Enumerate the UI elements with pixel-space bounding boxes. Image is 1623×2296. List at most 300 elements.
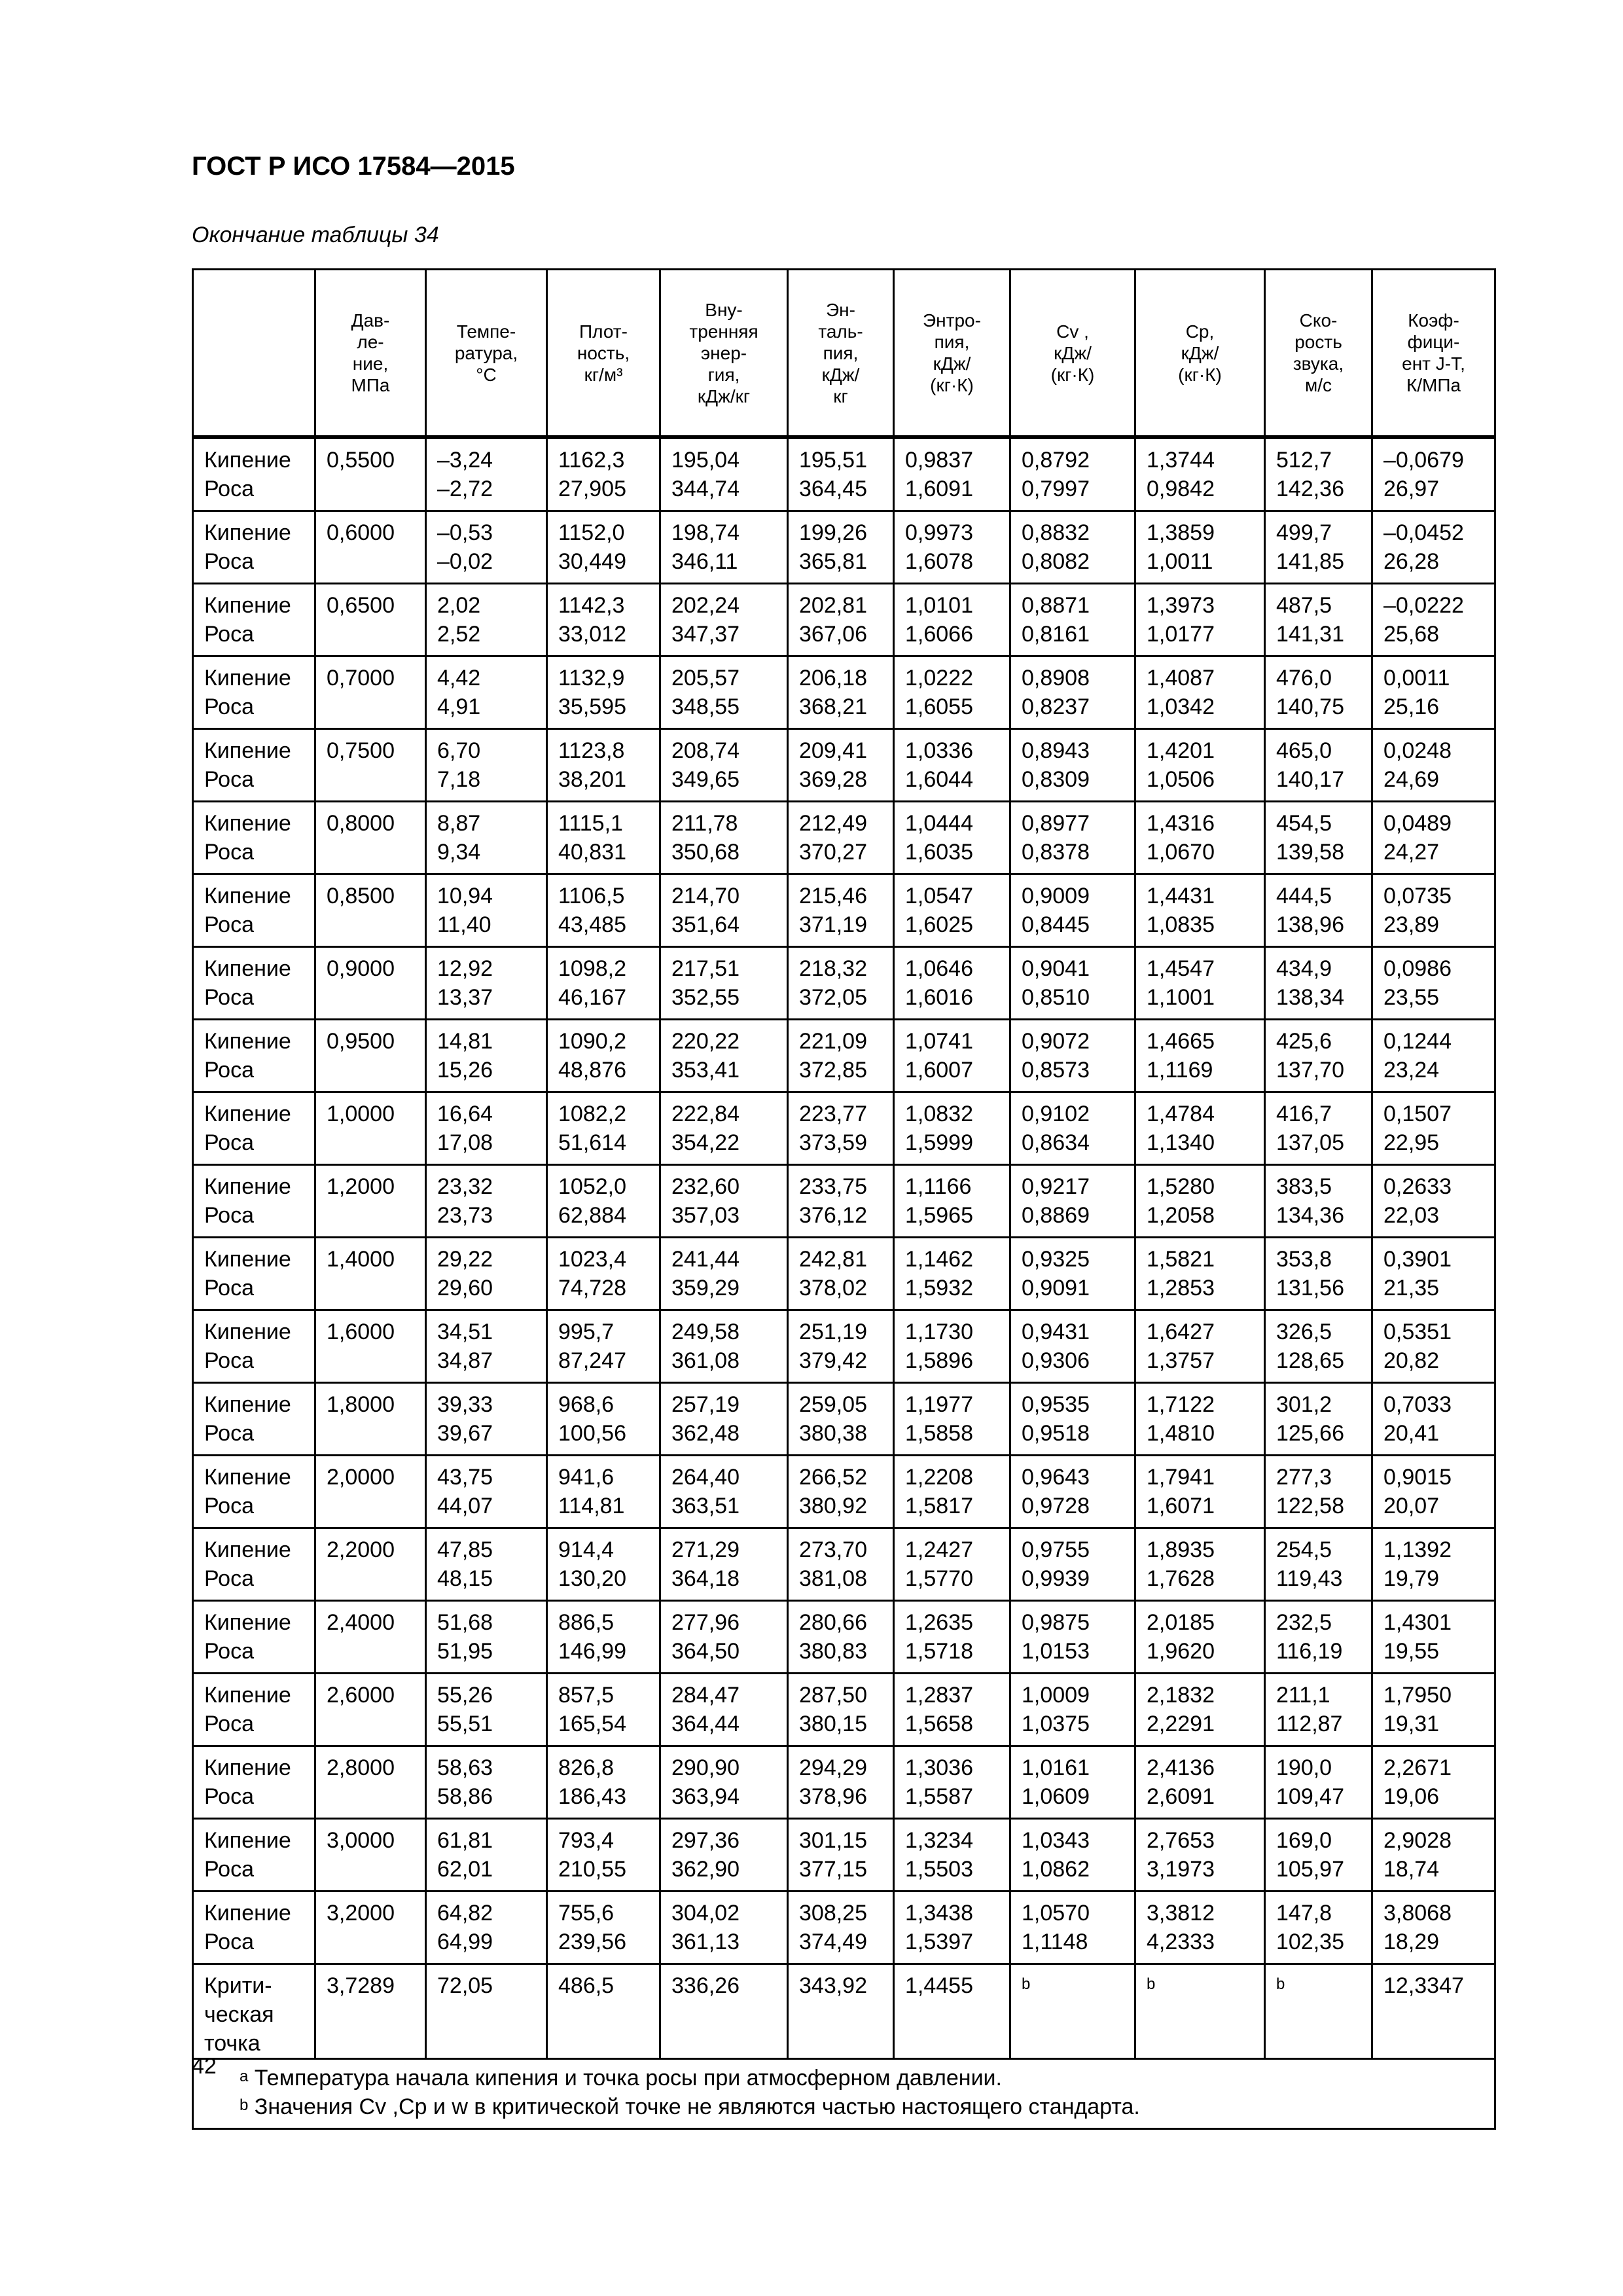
pressure-value: 0,9500 bbox=[327, 1029, 395, 1054]
cell-value: 100,56 bbox=[558, 1421, 626, 1446]
value-cell-u bbox=[660, 1892, 788, 1964]
cell-value: 4,2333 bbox=[1147, 1929, 1215, 1954]
pressure-value: 1,8000 bbox=[327, 1392, 395, 1417]
state-label: Кипение bbox=[204, 956, 291, 981]
value-cell-u bbox=[660, 656, 788, 729]
cell-value: 38,201 bbox=[558, 767, 626, 792]
state-label: Роса bbox=[204, 1639, 255, 1664]
cell-value: 9,34 bbox=[437, 840, 481, 865]
pressure-cell bbox=[315, 1819, 426, 1892]
cell-value: 195,51 bbox=[799, 448, 867, 473]
critical-cell-rho bbox=[547, 1964, 660, 2059]
cell-value: 105,97 bbox=[1276, 1857, 1344, 1882]
cell-value: 0,9217 bbox=[1022, 1174, 1090, 1199]
value-cell-cv bbox=[1010, 1674, 1135, 1746]
column-header-line: МПа bbox=[351, 375, 390, 395]
column-header-line: Дав- bbox=[351, 310, 390, 331]
value-cell-s bbox=[894, 1456, 1010, 1528]
value-cell-rho bbox=[547, 1020, 660, 1092]
value-cell-w bbox=[1265, 1020, 1372, 1092]
pressure-value: 1,2000 bbox=[327, 1174, 395, 1199]
value-cell-cv bbox=[1010, 1456, 1135, 1528]
state-label-cell bbox=[193, 1892, 315, 1964]
cell-value: 755,6 bbox=[558, 1901, 615, 1926]
cell-value: 141,31 bbox=[1276, 622, 1344, 647]
value-cell-h bbox=[788, 1674, 894, 1746]
value-cell-t bbox=[426, 1819, 547, 1892]
cell-value: –0,0679 bbox=[1383, 448, 1464, 473]
column-header bbox=[315, 270, 426, 438]
cell-value: 0,8237 bbox=[1022, 694, 1090, 719]
cell-value: 1,5817 bbox=[905, 1494, 973, 1518]
value-cell-t bbox=[426, 1020, 547, 1092]
cell-value: 826,8 bbox=[558, 1755, 615, 1780]
cell-value: 0,9041 bbox=[1022, 956, 1090, 981]
pressure-value: 0,7500 bbox=[327, 738, 395, 763]
cell-value: 1,0177 bbox=[1147, 622, 1215, 647]
cell-value: –0,0452 bbox=[1383, 520, 1464, 545]
cell-value: 1,5658 bbox=[905, 1712, 973, 1736]
cell-value: 2,52 bbox=[437, 622, 481, 647]
state-label-cell bbox=[193, 947, 315, 1020]
value-cell-t bbox=[426, 1383, 547, 1456]
value-cell-cv bbox=[1010, 874, 1135, 947]
state-label-cell bbox=[193, 1310, 315, 1383]
value-cell-cv bbox=[1010, 1601, 1135, 1674]
value-cell-h bbox=[788, 437, 894, 511]
pressure-value: 3,0000 bbox=[327, 1828, 395, 1853]
state-label: Роса bbox=[204, 1712, 255, 1736]
cell-value: 29,60 bbox=[437, 1276, 493, 1300]
state-label-cell bbox=[193, 437, 315, 511]
cell-value: 857,5 bbox=[558, 1683, 615, 1708]
cell-value: 241,44 bbox=[671, 1247, 740, 1272]
cell-value: 24,27 bbox=[1383, 840, 1440, 865]
cell-value: 2,4136 bbox=[1147, 1755, 1215, 1780]
cell-value: 2,2291 bbox=[1147, 1712, 1215, 1736]
cell-value: 1,0375 bbox=[1022, 1712, 1090, 1736]
cell-value: 232,5 bbox=[1276, 1610, 1332, 1635]
cell-value: 1,1730 bbox=[905, 1319, 973, 1344]
cell-value: 102,35 bbox=[1276, 1929, 1344, 1954]
cell-value: 352,55 bbox=[671, 985, 740, 1010]
cell-value: 186,43 bbox=[558, 1784, 626, 1809]
cell-value: 23,89 bbox=[1383, 912, 1440, 937]
cell-value: 354,22 bbox=[671, 1130, 740, 1155]
cell-value: 1,0444 bbox=[905, 811, 973, 836]
column-header-line: (кг·К) bbox=[1050, 364, 1095, 385]
cell-value: 1,1166 bbox=[905, 1174, 972, 1199]
state-label: Кипение bbox=[204, 1029, 291, 1054]
value-cell-rho bbox=[547, 802, 660, 874]
state-label-cell bbox=[193, 729, 315, 802]
table-row bbox=[193, 1456, 1495, 1528]
critical-cell-w bbox=[1265, 1964, 1372, 2059]
cell-value: 444,5 bbox=[1276, 884, 1332, 908]
value-cell-t bbox=[426, 802, 547, 874]
value-cell-w bbox=[1265, 1238, 1372, 1310]
cell-value: 137,70 bbox=[1276, 1058, 1344, 1083]
cell-value: 1,0547 bbox=[905, 884, 973, 908]
value-cell-w bbox=[1265, 1165, 1372, 1238]
cell-value: 43,485 bbox=[558, 912, 626, 937]
table-row bbox=[193, 584, 1495, 656]
cell-value: 195,04 bbox=[671, 448, 740, 473]
cell-value: 1,1001 bbox=[1147, 985, 1215, 1010]
footnote-mark: b bbox=[240, 2096, 249, 2114]
cell-value: 381,08 bbox=[799, 1566, 867, 1591]
value-cell-w bbox=[1265, 511, 1372, 584]
value-cell-cv bbox=[1010, 1383, 1135, 1456]
cell-value: 353,41 bbox=[671, 1058, 740, 1083]
value-cell-h bbox=[788, 1746, 894, 1819]
value-cell-t bbox=[426, 511, 547, 584]
value-cell-h bbox=[788, 1819, 894, 1892]
cell-value: 1,2208 bbox=[905, 1465, 973, 1490]
value-cell-t bbox=[426, 874, 547, 947]
value-cell-cp bbox=[1135, 1092, 1265, 1165]
cell-value: 242,81 bbox=[799, 1247, 867, 1272]
state-label: Кипение bbox=[204, 1174, 291, 1199]
table-row bbox=[193, 874, 1495, 947]
cell-value: 425,6 bbox=[1276, 1029, 1332, 1054]
critical-cell-cp bbox=[1135, 1964, 1265, 2059]
cell-value: 287,50 bbox=[799, 1683, 867, 1708]
cell-value: 380,38 bbox=[799, 1421, 867, 1446]
pressure-cell bbox=[315, 1020, 426, 1092]
column-header-line: пия, bbox=[823, 342, 859, 363]
value-cell-rho bbox=[547, 1456, 660, 1528]
cell-value: 348,55 bbox=[671, 694, 740, 719]
value-cell-h bbox=[788, 1238, 894, 1310]
value-cell-h bbox=[788, 1020, 894, 1092]
value-cell-t bbox=[426, 584, 547, 656]
cell-value: 1,5965 bbox=[905, 1203, 973, 1228]
value-cell-rho bbox=[547, 1819, 660, 1892]
value-cell-cv bbox=[1010, 1238, 1135, 1310]
cell-value: 87,247 bbox=[558, 1348, 626, 1373]
cell-value: 74,728 bbox=[558, 1276, 626, 1300]
cell-value: 12,3347 bbox=[1383, 1973, 1464, 1998]
value-cell-w bbox=[1265, 1092, 1372, 1165]
cell-value: 0,9091 bbox=[1022, 1276, 1090, 1300]
value-cell-h bbox=[788, 1165, 894, 1238]
cell-value: 112,87 bbox=[1276, 1712, 1343, 1736]
cell-value: 371,19 bbox=[799, 912, 867, 937]
cell-value: 40,831 bbox=[558, 840, 626, 865]
column-header-line: кг bbox=[833, 386, 848, 406]
table-caption: Окончание таблицы 34 bbox=[192, 223, 439, 247]
column-header-line: ент J-T, bbox=[1402, 353, 1465, 374]
cell-value: 55,26 bbox=[437, 1683, 493, 1708]
column-header-line: рость bbox=[1294, 332, 1342, 352]
cell-value: 1,4087 bbox=[1147, 666, 1215, 691]
cell-value: 46,167 bbox=[558, 985, 626, 1010]
cell-value: 1,0101 bbox=[905, 593, 973, 618]
cell-value: 372,85 bbox=[799, 1058, 867, 1083]
column-header-line: Плот- bbox=[579, 321, 628, 342]
value-cell-jt bbox=[1372, 1310, 1495, 1383]
value-cell-jt bbox=[1372, 1238, 1495, 1310]
cell-value: 140,17 bbox=[1276, 767, 1344, 792]
value-cell-cp bbox=[1135, 1383, 1265, 1456]
cell-value: 0,0011 bbox=[1383, 666, 1450, 691]
pressure-value: 0,5500 bbox=[327, 448, 395, 473]
state-label: Кипение bbox=[204, 1828, 291, 1853]
column-header-line: кДж/кг bbox=[697, 386, 751, 406]
cell-value: 220,22 bbox=[671, 1029, 740, 1054]
value-cell-s bbox=[894, 874, 1010, 947]
value-cell-s bbox=[894, 1092, 1010, 1165]
cell-value: 44,07 bbox=[437, 1494, 493, 1518]
cell-value: 138,34 bbox=[1276, 985, 1344, 1010]
value-cell-h bbox=[788, 511, 894, 584]
cell-value: 210,55 bbox=[558, 1857, 626, 1882]
cell-value: 1,5397 bbox=[905, 1929, 973, 1954]
table-row bbox=[193, 947, 1495, 1020]
column-header bbox=[193, 270, 315, 438]
value-cell-cp bbox=[1135, 1456, 1265, 1528]
cell-value: 359,29 bbox=[671, 1276, 740, 1300]
cell-value: 1,2635 bbox=[905, 1610, 973, 1635]
value-cell-w bbox=[1265, 1456, 1372, 1528]
cell-value: 0,9325 bbox=[1022, 1247, 1090, 1272]
value-cell-t bbox=[426, 656, 547, 729]
column-header-line: кДж/ bbox=[1181, 342, 1219, 363]
cell-value: 39,67 bbox=[437, 1421, 493, 1446]
pressure-cell bbox=[315, 584, 426, 656]
cell-value: 34,51 bbox=[437, 1319, 493, 1344]
footnote-mark: b bbox=[1147, 1975, 1156, 1993]
cell-value: 0,7997 bbox=[1022, 476, 1090, 501]
value-cell-rho bbox=[547, 1528, 660, 1601]
cell-value: 349,65 bbox=[671, 767, 740, 792]
cell-value: 208,74 bbox=[671, 738, 740, 763]
column-header-line: °С bbox=[476, 364, 497, 385]
value-cell-w bbox=[1265, 656, 1372, 729]
cell-value: 3,7289 bbox=[327, 1973, 395, 1998]
cell-value: 1,2427 bbox=[905, 1537, 973, 1562]
cell-value: 362,48 bbox=[671, 1421, 740, 1446]
cell-value: 20,82 bbox=[1383, 1348, 1440, 1373]
cell-value: 379,42 bbox=[799, 1348, 867, 1373]
cell-value: 205,57 bbox=[671, 666, 740, 691]
cell-value: 2,6091 bbox=[1147, 1784, 1215, 1809]
state-label: Роса bbox=[204, 1857, 255, 1882]
cell-value: 1,0832 bbox=[905, 1102, 973, 1126]
column-header-line: звука, bbox=[1293, 353, 1344, 374]
cell-value: 202,81 bbox=[799, 593, 867, 618]
cell-value: 350,68 bbox=[671, 840, 740, 865]
cell-value: 114,81 bbox=[558, 1494, 625, 1518]
critical-label: точка bbox=[204, 2031, 260, 2056]
cell-value: 18,29 bbox=[1383, 1929, 1440, 1954]
cell-value: 1106,5 bbox=[558, 884, 625, 908]
state-label: Кипение bbox=[204, 811, 291, 836]
cell-value: 995,7 bbox=[558, 1319, 615, 1344]
value-cell-u bbox=[660, 1819, 788, 1892]
value-cell-jt bbox=[1372, 511, 1495, 584]
value-cell-cp bbox=[1135, 1310, 1265, 1383]
value-cell-cv bbox=[1010, 656, 1135, 729]
value-cell-rho bbox=[547, 511, 660, 584]
cell-value: 1,6044 bbox=[905, 767, 973, 792]
value-cell-h bbox=[788, 1601, 894, 1674]
state-label: Роса bbox=[204, 1421, 255, 1446]
state-label-cell bbox=[193, 511, 315, 584]
cell-value: 0,8161 bbox=[1022, 622, 1090, 647]
cell-value: 24,69 bbox=[1383, 767, 1440, 792]
pressure-cell bbox=[315, 1674, 426, 1746]
critical-cell-s bbox=[894, 1964, 1010, 2059]
cell-value: 1,0009 bbox=[1022, 1683, 1090, 1708]
cell-value: 1,6427 bbox=[1147, 1319, 1215, 1344]
cell-value: 1,5896 bbox=[905, 1348, 973, 1373]
state-label: Кипение bbox=[204, 1610, 291, 1635]
cell-value: 0,9431 bbox=[1022, 1319, 1090, 1344]
value-cell-jt bbox=[1372, 1456, 1495, 1528]
pressure-cell bbox=[315, 1238, 426, 1310]
cell-value: 373,59 bbox=[799, 1130, 867, 1155]
column-header-line: Темпе- bbox=[456, 321, 516, 342]
cell-value: 165,54 bbox=[558, 1712, 626, 1736]
state-label: Роса bbox=[204, 1566, 255, 1591]
cell-value: 1123,8 bbox=[558, 738, 625, 763]
cell-value: 0,9939 bbox=[1022, 1566, 1090, 1591]
pressure-value: 0,9000 bbox=[327, 956, 395, 981]
state-label: Роса bbox=[204, 1348, 255, 1373]
column-header-line: Энтро- bbox=[923, 310, 981, 331]
state-label: Кипение bbox=[204, 1683, 291, 1708]
cell-value: 0,8832 bbox=[1022, 520, 1090, 545]
state-label: Кипение bbox=[204, 738, 291, 763]
cell-value: 465,0 bbox=[1276, 738, 1332, 763]
value-cell-rho bbox=[547, 1892, 660, 1964]
cell-value: 1,0222 bbox=[905, 666, 973, 691]
cell-value: 1,6055 bbox=[905, 694, 973, 719]
value-cell-cv bbox=[1010, 1310, 1135, 1383]
cell-value: 116,19 bbox=[1276, 1639, 1343, 1664]
pressure-cell bbox=[315, 1383, 426, 1456]
column-header-line: Вну- bbox=[705, 299, 743, 320]
cell-value: 1,6071 bbox=[1147, 1494, 1215, 1518]
cell-value: 1,1462 bbox=[905, 1247, 973, 1272]
cell-value: 0,8792 bbox=[1022, 448, 1090, 473]
footnote-mark: b bbox=[1022, 1975, 1031, 1993]
table-body bbox=[193, 437, 1495, 2129]
state-label: Кипение bbox=[204, 1102, 291, 1126]
column-header-line: Ско- bbox=[1299, 310, 1338, 331]
column-header bbox=[1010, 270, 1135, 438]
cell-value: 202,24 bbox=[671, 593, 740, 618]
state-label: Роса bbox=[204, 912, 255, 937]
value-cell-u bbox=[660, 802, 788, 874]
cell-value: 130,20 bbox=[558, 1566, 626, 1591]
cell-value: 1,7941 bbox=[1147, 1465, 1215, 1490]
value-cell-h bbox=[788, 874, 894, 947]
cell-value: 146,99 bbox=[558, 1639, 626, 1664]
cell-value: 277,96 bbox=[671, 1610, 740, 1635]
value-cell-jt bbox=[1372, 437, 1495, 511]
value-cell-cv bbox=[1010, 584, 1135, 656]
footnote-text: Значения Cv ,Cp и w в критической точке не являются частью настоящего стандарта. bbox=[248, 2094, 1140, 2119]
cell-value: 1,7628 bbox=[1147, 1566, 1215, 1591]
value-cell-w bbox=[1265, 1601, 1372, 1674]
cell-value: 308,25 bbox=[799, 1901, 867, 1926]
value-cell-s bbox=[894, 1674, 1010, 1746]
cell-value: 0,8869 bbox=[1022, 1203, 1090, 1228]
cell-value: 0,0489 bbox=[1383, 811, 1452, 836]
cell-value: 1,0343 bbox=[1022, 1828, 1090, 1853]
cell-value: 43,75 bbox=[437, 1465, 493, 1490]
cell-value: 1,0506 bbox=[1147, 767, 1215, 792]
value-cell-jt bbox=[1372, 656, 1495, 729]
cell-value: 29,22 bbox=[437, 1247, 493, 1272]
cell-value: 361,13 bbox=[671, 1929, 740, 1954]
state-label: Кипение bbox=[204, 1537, 291, 1562]
cell-value: 58,63 bbox=[437, 1755, 493, 1780]
value-cell-s bbox=[894, 437, 1010, 511]
value-cell-t bbox=[426, 1601, 547, 1674]
cell-value: 1,2853 bbox=[1147, 1276, 1215, 1300]
cell-value: 364,44 bbox=[671, 1712, 740, 1736]
cell-value: 1098,2 bbox=[558, 956, 626, 981]
column-header-line: Cv , bbox=[1056, 321, 1089, 342]
cell-value: 290,90 bbox=[671, 1755, 740, 1780]
cell-value: 7,18 bbox=[437, 767, 481, 792]
value-cell-t bbox=[426, 1456, 547, 1528]
value-cell-w bbox=[1265, 584, 1372, 656]
value-cell-t bbox=[426, 1310, 547, 1383]
value-cell-u bbox=[660, 1020, 788, 1092]
cell-value: 1,1340 bbox=[1147, 1130, 1215, 1155]
cell-value: 364,45 bbox=[799, 476, 867, 501]
cell-value: 1,1392 bbox=[1383, 1537, 1452, 1562]
footnote-mark: b bbox=[1276, 1975, 1285, 1993]
pressure-value: 2,0000 bbox=[327, 1465, 395, 1490]
cell-value: 380,83 bbox=[799, 1639, 867, 1664]
state-label: Роса bbox=[204, 1494, 255, 1518]
column-header-line: кг/м³ bbox=[584, 364, 623, 385]
state-label: Кипение bbox=[204, 1319, 291, 1344]
pressure-cell bbox=[315, 1601, 426, 1674]
value-cell-w bbox=[1265, 874, 1372, 947]
cell-value: 1,4431 bbox=[1147, 884, 1215, 908]
critical-label: ческая bbox=[204, 2002, 274, 2027]
cell-value: 25,16 bbox=[1383, 694, 1440, 719]
value-cell-u bbox=[660, 1456, 788, 1528]
cell-value: 271,29 bbox=[671, 1537, 740, 1562]
cell-value: 47,85 bbox=[437, 1537, 493, 1562]
cell-value: 1,2837 bbox=[905, 1683, 973, 1708]
cell-value: 0,9102 bbox=[1022, 1102, 1090, 1126]
cell-value: 370,27 bbox=[799, 840, 867, 865]
critical-cell-h bbox=[788, 1964, 894, 2059]
pressure-value: 0,6500 bbox=[327, 593, 395, 618]
cell-value: 190,0 bbox=[1276, 1755, 1332, 1780]
cell-value: 1,1977 bbox=[905, 1392, 973, 1417]
cell-value: 35,595 bbox=[558, 694, 626, 719]
cell-value: 364,50 bbox=[671, 1639, 740, 1664]
pressure-cell bbox=[315, 802, 426, 874]
table-row bbox=[193, 656, 1495, 729]
cell-value: 211,78 bbox=[671, 811, 738, 836]
value-cell-h bbox=[788, 1310, 894, 1383]
cell-value: 0,9973 bbox=[905, 520, 973, 545]
table-row bbox=[193, 1310, 1495, 1383]
cell-value: 1,6035 bbox=[905, 840, 973, 865]
cell-value: 372,05 bbox=[799, 985, 867, 1010]
